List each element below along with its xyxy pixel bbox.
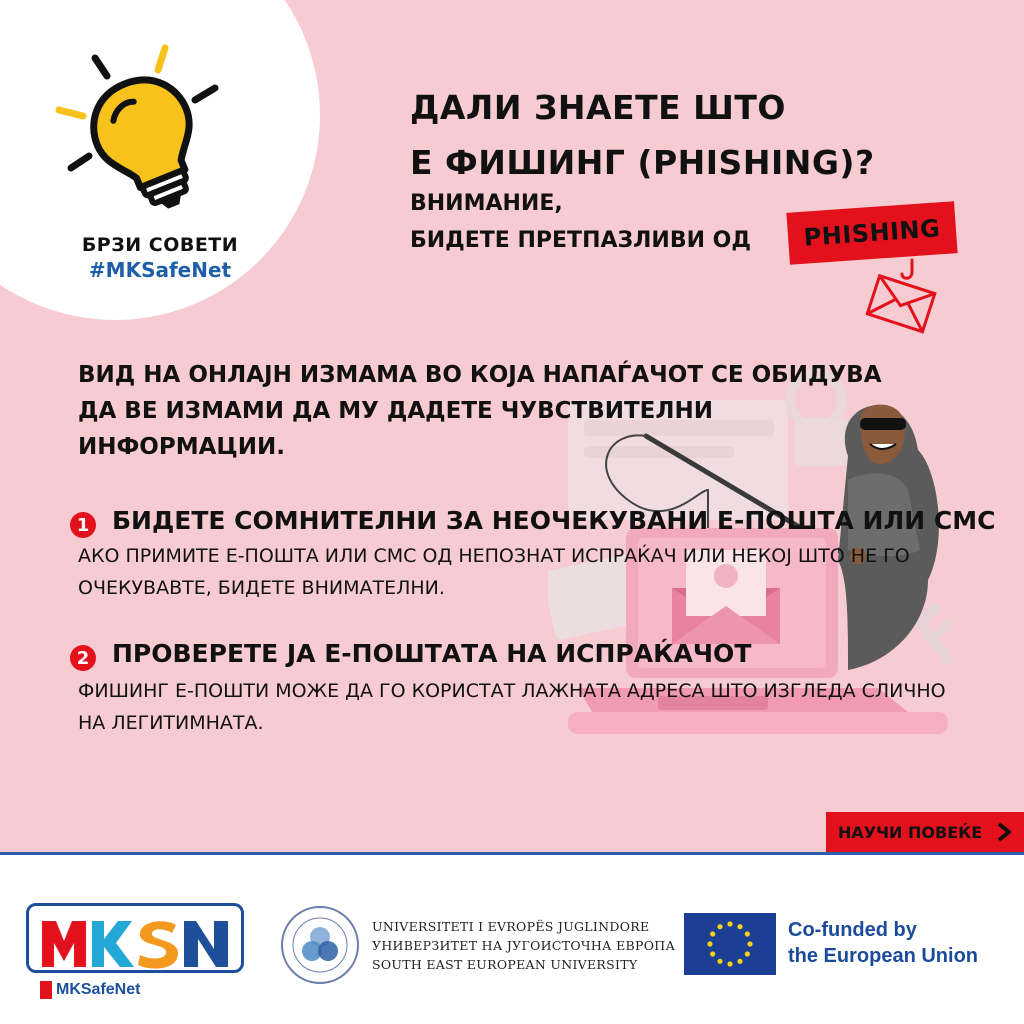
phishing-highlight-text: PHISHING	[802, 214, 942, 252]
tip-2-number-badge: 2	[70, 645, 96, 671]
phishing-highlight-tag	[786, 201, 957, 265]
hooked-envelope-icon	[862, 258, 942, 334]
eu-star	[745, 951, 750, 956]
eu-star	[727, 961, 732, 966]
headline-line-4: БИДЕТЕ ПРЕТПАЗЛИВИ ОД	[410, 228, 751, 253]
learn-more-label: НАУЧИ ПОВЕЌЕ	[838, 822, 983, 842]
headline-line-2: Е ФИШИНГ (PHISHING)?	[410, 143, 875, 182]
headline-line-3: ВНИМАНИЕ,	[410, 191, 563, 216]
eu-line-2: the European Union	[788, 945, 978, 967]
eu-line-1: Co-funded by	[788, 919, 917, 941]
eu-star	[737, 924, 742, 929]
headline-line-1: ДАЛИ ЗНАЕТЕ ШТО	[410, 88, 786, 127]
eu-cofunded-text	[788, 917, 978, 969]
flag-icon	[40, 981, 52, 999]
mksafenet-logo	[26, 903, 246, 1003]
eu-star	[747, 941, 752, 946]
tip-1-body: АКО ПРИМИТЕ Е-ПОШТА ИЛИ СМС ОД НЕПОЗНАТ ИСПРАЌАЧ ИЛИ НЕКОЈ ШТО НЕ ГО ОЧЕКУВАВТЕ, БИДЕТЕ ВНИМАТЕЛНИ.	[78, 545, 910, 599]
seeu-name	[372, 917, 675, 974]
eu-star	[737, 959, 742, 964]
chevron-right-icon	[996, 822, 1012, 842]
eu-star	[710, 931, 715, 936]
seeu-name-english: SOUTH EAST EUROPEAN UNIVERSITY	[372, 957, 638, 972]
mksn-letters-logo	[40, 917, 230, 969]
learn-more-button[interactable]	[826, 812, 1024, 852]
tip-1-title: БИДЕТЕ СОМНИТЕЛНИ ЗА НЕОЧЕКУВАНИ Е-ПОШТА ИЛИ СМС	[112, 506, 996, 535]
tip-1-number-badge: 1	[70, 512, 96, 538]
badge-title: БРЗИ СОВЕТИ	[81, 234, 239, 256]
eu-star	[707, 941, 712, 946]
seeu-name-macedonian: УНИВЕРЗИТЕТ НА ЈУГОИСТОЧНА ЕВРОПА	[372, 938, 676, 953]
badge-hashtag: #MKSafeNet	[88, 258, 232, 282]
eu-star	[710, 951, 715, 956]
eu-star	[727, 921, 732, 926]
partner-footer	[0, 852, 1024, 1024]
eu-star	[745, 931, 750, 936]
tip-2-body: ФИШИНГ Е-ПОШТИ МОЖЕ ДА ГО КОРИСТАТ ЛАЖНАТА АДРЕСА ШТО ИЗГЛЕДА СЛИЧНО НА ЛЕГИТИМНАТА.	[78, 680, 946, 734]
seeu-name-albanian: UNIVERSITETI I EVROPËS JUGLINDORE	[372, 919, 650, 934]
eu-star	[717, 924, 722, 929]
mksafenet-logo-label: MKSafeNet	[56, 981, 141, 998]
eu-flag-icon	[684, 913, 776, 975]
intro-text: ВИД НА ОНЛАЈН ИЗМАМА ВО КОЈА НАПАЃАЧОТ СЕ ОБИДУВА ДА ВЕ ИЗМАМИ ДА МУ ДАДЕТЕ ЧУВСТВИТЕЛНИ ИНФОРМАЦИИ.	[78, 362, 882, 460]
seeu-seal-logo	[280, 905, 360, 985]
lightbulb-icon	[55, 40, 225, 220]
tip-2-title: ПРОВЕРЕТЕ ЈА Е-ПОШТАТА НА ИСПРАЌАЧОТ	[112, 639, 752, 668]
eu-star	[717, 959, 722, 964]
